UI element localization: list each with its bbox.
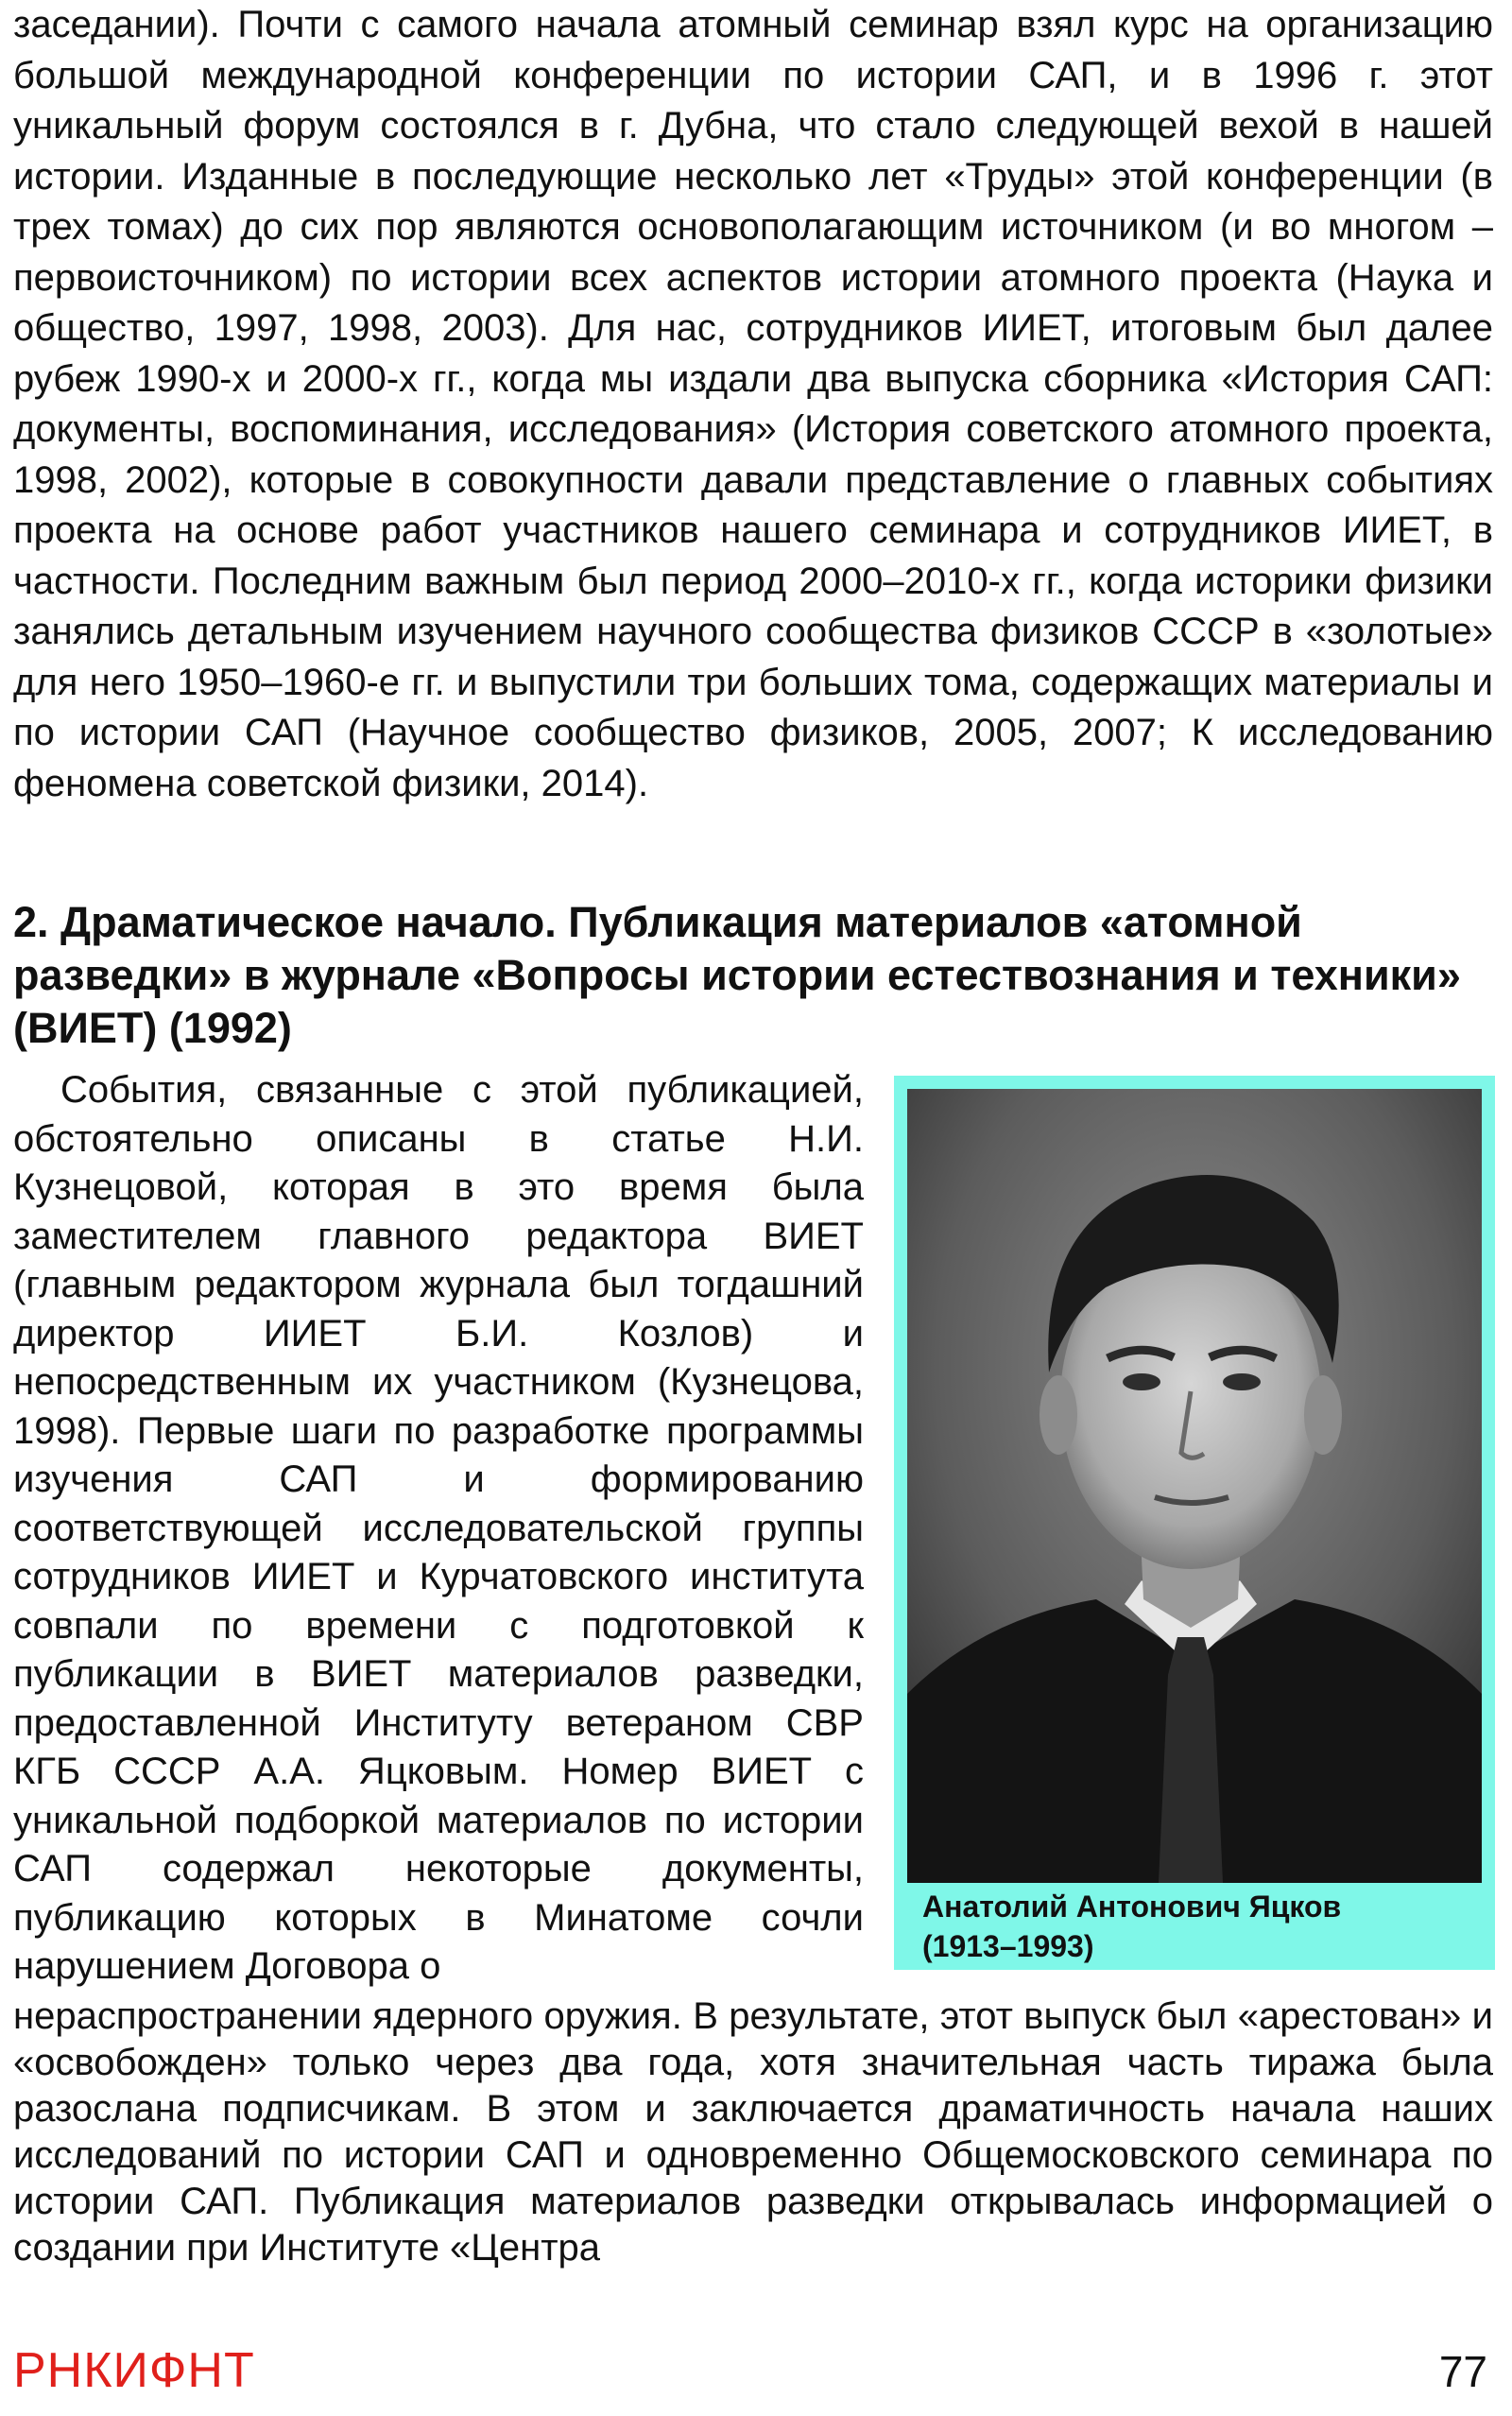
paragraph-2: События, связанные с этой публикацией, обстоятельно описаны в статье Н.И. Кузнецовой, которая в это время была заместителем главного редактора ВИЕТ (главным редактором журнала был тогдашний директор ИИЕТ Б.И. Козлов) и непосредственным их участником (Кузнецова, 1998). Первые шаги по разработке программы изучения САП и формированию соответствующей исследовательской группы сотрудников ИИЕТ и Курчатовского института совпали по времени с подготовкой к публикации в ВИЕТ материалов разведки, предоставленной Институту ветераном СВР КГБ СССР А.А. Яцковым. Номер ВИЕТ с уникальной подборкой материалов по истории САП содержал некоторые документы, публикацию которых в Минатоме сочли нарушением Договора о — [13, 1069, 864, 1987]
paragraph-1: заседании). Почти с самого начала атомный семинар взял курс на организацию большой международной конференции по истории САП, и в 1996 г. этот уникальный форум состоялся в г. Дубна, что стало следующей вехой в нашей истории. Изданные в последующие несколько лет «Труды» этой конференции (в трех томах) до сих пор являются основополагающим источником (и во многом – первоисточником) по истории всех аспектов истории атомного проекта (Наука и общество, 1997, 1998, 2003). Для нас, сотрудников ИИЕТ, итоговым был далее рубеж 1990-х и 2000-х гг., когда мы издали два выпуска сборника «История САП: документы, воспоминания, исследования» (История советского атомного проекта, 1998, 2002), которые в совокупности давали представление о главных событиях проекта на основе работ участников нашего семинара и сотрудников ИИЕТ, в частности. Последним важным был период 2000–2010-х гг., когда историки физики занялись детальным изучением научного сообщества физиков СССР в «золотые» для него 1950–1960-е гг. и выпустили три больших тома, содержащих материалы и по истории САП (Научное сообщество физиков, 2005, 2007; К исследованию феномена советской физики, 2014). — [13, 4, 1493, 804]
page-number: 77 — [1438, 2347, 1487, 2396]
portrait-photo — [907, 1089, 1482, 1883]
portrait-caption — [922, 1887, 1470, 1966]
journal-logo: РНКИФНТ — [13, 2343, 255, 2398]
portrait-image — [907, 1089, 1482, 1883]
portrait-figure — [894, 1076, 1495, 1970]
caption-years: (1913–1993) — [922, 1929, 1094, 1963]
caption-name: Анатолий Антонович Яцков — [922, 1890, 1342, 1924]
section-heading: 2. Драматическое начало. Публикация материалов «атомной разведки» в журнале «Вопросы истории естествознания и техники» (ВИЕТ) (1992) — [13, 898, 1461, 1052]
paragraph-3: нераспространении ядерного оружия. В результате, этот выпуск был «арестован» и «освобожден» только через два года, хотя значительная часть тиража была разослана подписчикам. В этом и заключается драматичность начала наших исследований по истории САП и одновременно Общемосковского семинара по истории САП. Публикация материалов разведки открывалась информацией о создании при Институте «Центра — [13, 1995, 1493, 2269]
